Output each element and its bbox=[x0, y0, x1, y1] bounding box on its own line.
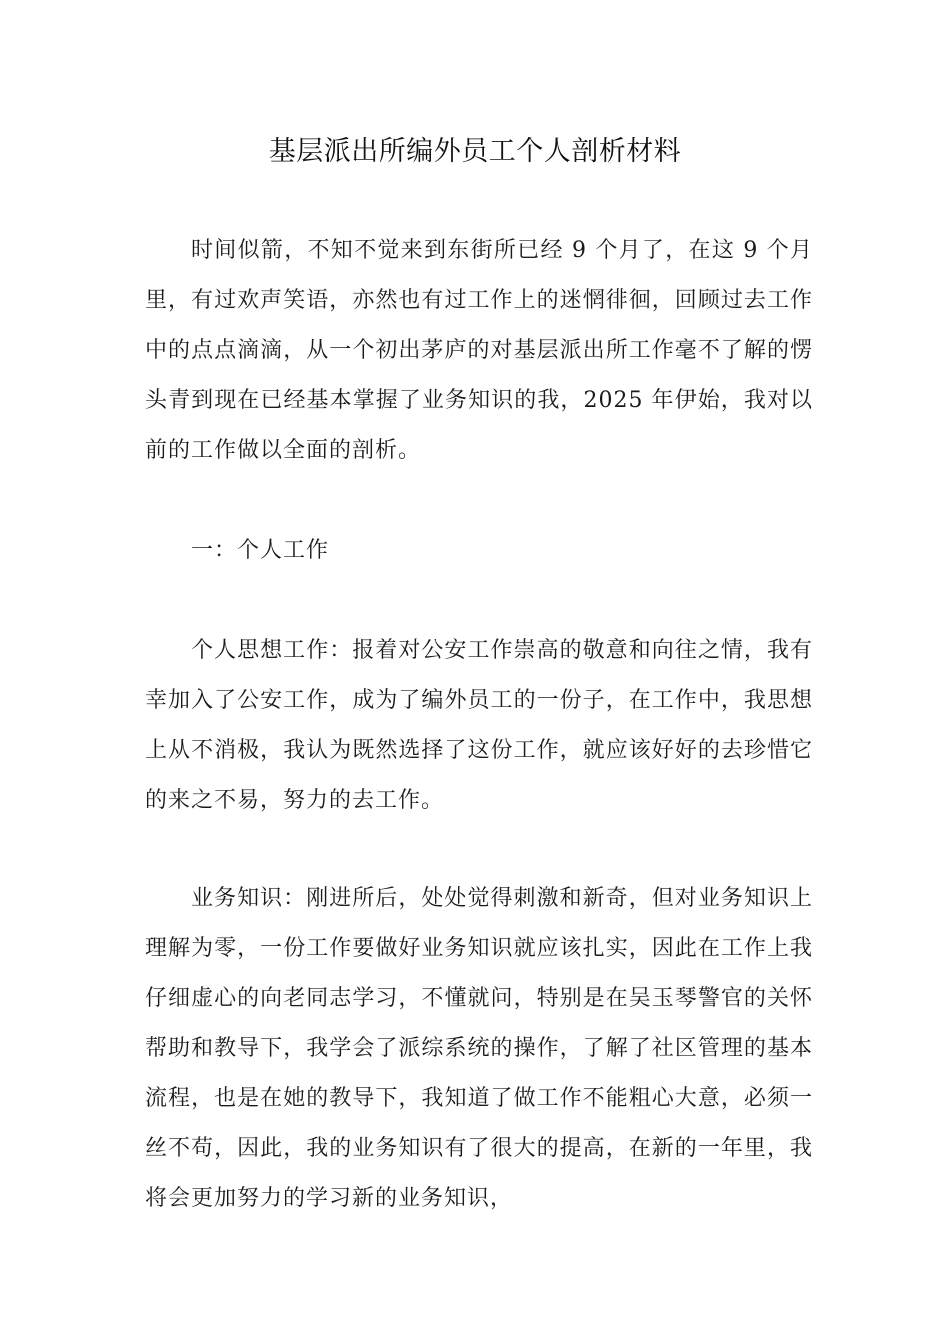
paragraph-intro: 时间似箭，不知不觉来到东街所已经 9 个月了，在这 9 个月里，有过欢声笑语，亦然也有过工作上的迷惘徘徊，回顾过去工作中的点点滴滴，从一个初出茅庐的对基层派出所工作毫不了解的愣头青到现在已经基本掌握了业务知识的我，2025 年伊始，我对以前的工作做以全面的剖析。 bbox=[145, 238, 813, 463]
paragraph-business-knowledge: 业务知识：刚进所后，处处觉得刺激和新奇，但对业务知识上理解为零，一份工作要做好业务知识就应该扎实，因此在工作上我仔细虚心的向老同志学习，不懂就问，特别是在吴玉琴警官的关怀帮助和教导下，我学会了派综系统的操作，了解了社区管理的基本流程，也是在她的教导下，我知道了做工作不能粗心大意，必须一丝不苟，因此，我的业务知识有了很大的提高，在新的一年里，我将会更加努力的学习新的业务知识， bbox=[145, 886, 813, 1211]
paragraph-ideology: 个人思想工作：报着对公安工作崇高的敬意和向往之情，我有幸加入了公安工作，成为了编外员工的一份子，在工作中，我思想上从不消极，我认为既然选择了这份工作，就应该好好的去珍惜它的来之不易，努力的去工作。 bbox=[145, 638, 813, 813]
section-heading-personal-work: 一：个人工作 bbox=[191, 538, 330, 563]
document-title: 基层派出所编外员工个人剖析材料 bbox=[268, 136, 682, 167]
